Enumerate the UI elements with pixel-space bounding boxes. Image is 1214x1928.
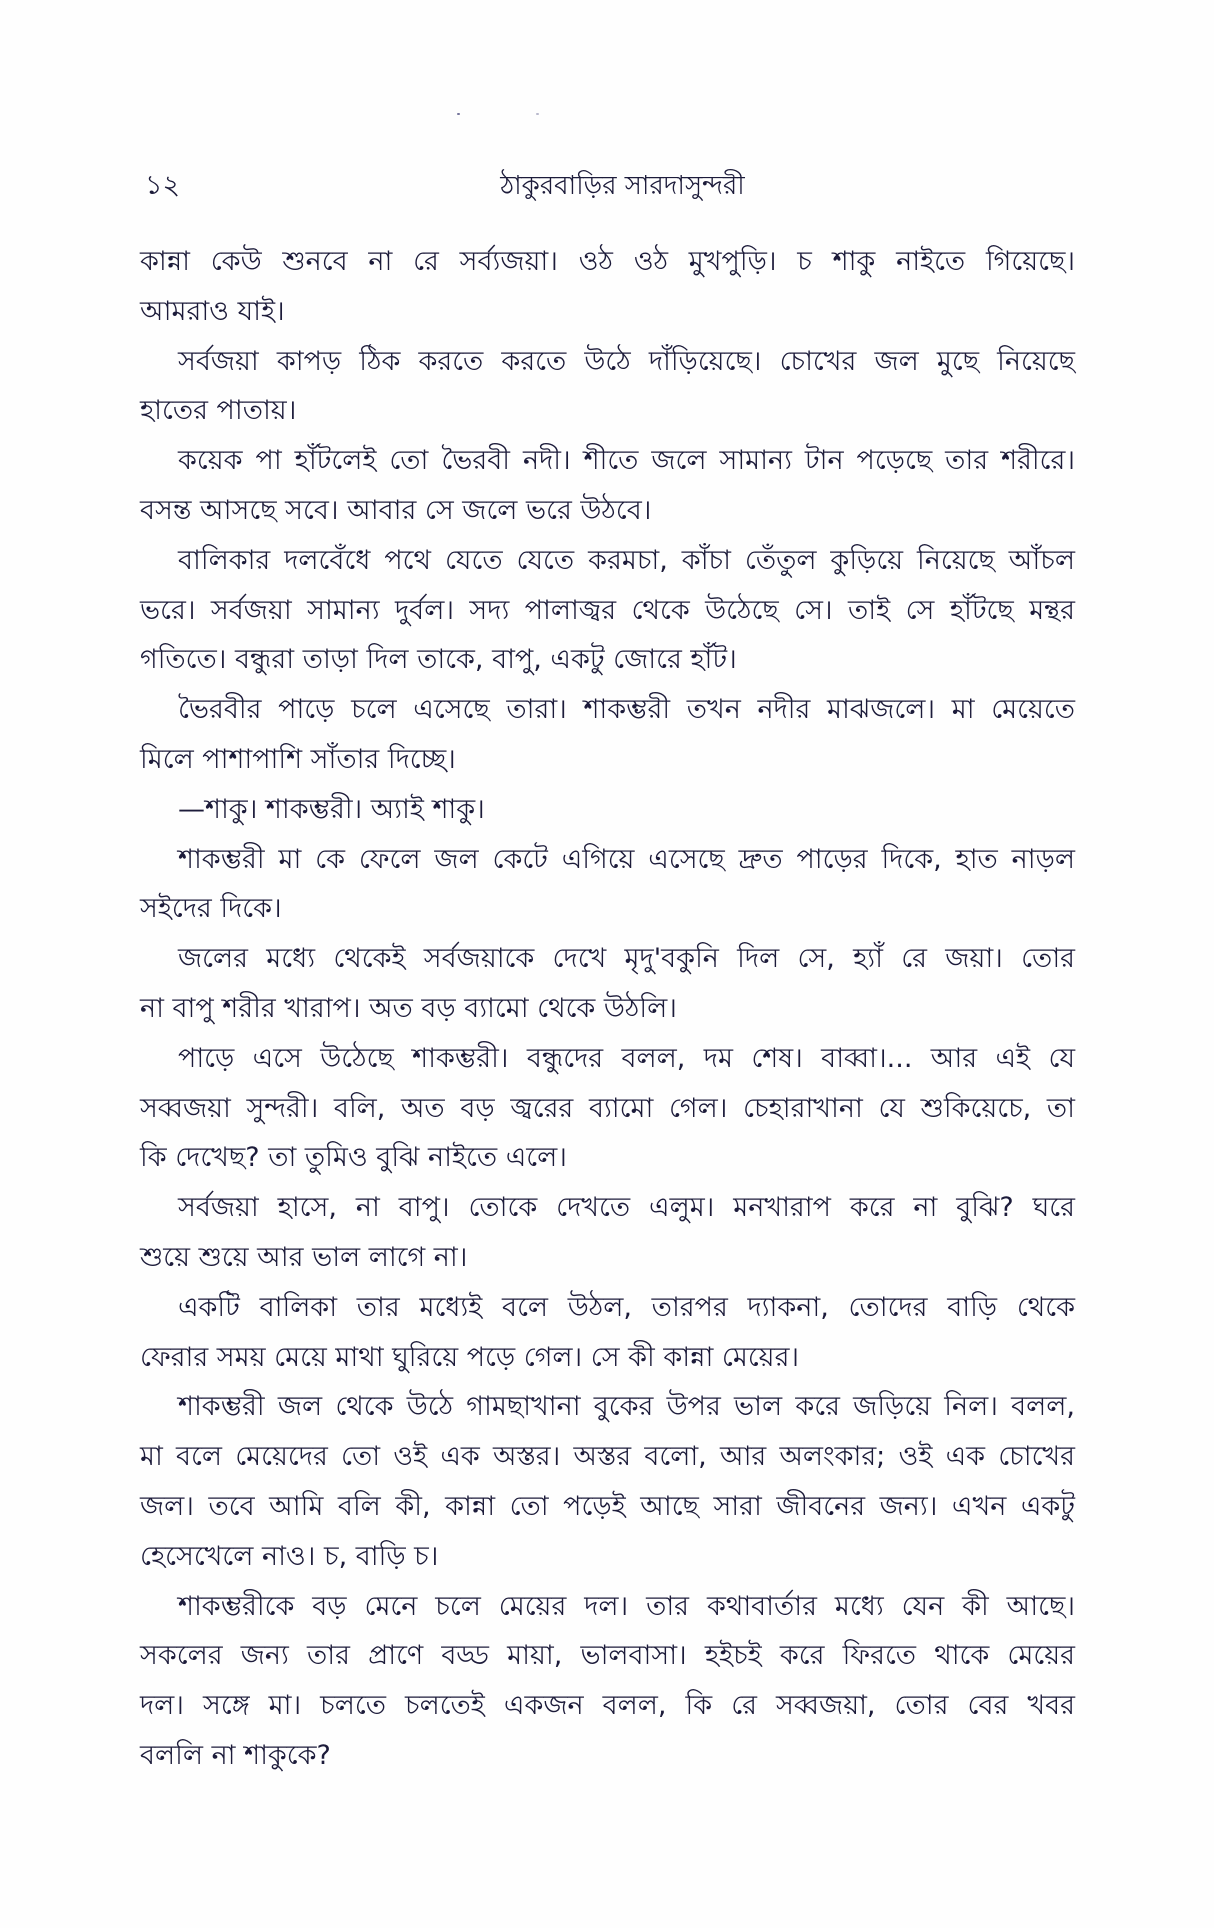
running-head [140, 166, 1075, 206]
text-line: সব্বজয়া সুন্দরী। বলি, অত বড় জ্বরের ব্যামো গেল। চেহারাখানা যে শুকিয়েচে, তা [140, 1092, 1075, 1124]
paragraph-first-line: শাকম্ভরী জল থেকে উঠে গামছাখানা বুকের উপর ভাল করে জড়িয়ে নিল। বলল, [178, 1391, 1075, 1423]
text-line: জল। তবে আমি বলি কী, কান্না তো পড়েই আছে সারা জীবনের জন্য। এখন একটু [140, 1490, 1075, 1522]
paragraph-first-line: ভৈরবীর পাড়ে চলে এসেছে তারা। শাকম্ভরী তখন নদীর মাঝজলে। মা মেয়েতে [178, 694, 1075, 726]
text-line: না বাপু শরীর খারাপ। অত বড় ব্যামো থেকে উঠলি। [140, 992, 677, 1024]
paragraph-first-line: একটি বালিকা তার মধ্যেই বলে উঠল, তারপর দ্যাকনা, তোদের বাড়ি থেকে [178, 1291, 1075, 1323]
text-line: দল। সঙ্গে মা। চলতে চলতেই একজন বলল, কি রে সব্বজয়া, তোর বের খবর [140, 1690, 1075, 1722]
scan-speck [536, 113, 539, 115]
text-line: কি দেখেছ? তা তুমিও বুঝি নাইতে এলে। [140, 1142, 567, 1174]
text-line: গতিতে। বন্ধুরা তাড়া দিল তাকে, বাপু, একটু জোরে হাঁট। [140, 644, 737, 676]
text-line: ফেরার সময় মেয়ে মাথা ঘুরিয়ে পড়ে গেল। সে কী কান্না মেয়ের। [140, 1341, 800, 1373]
paragraph-first-line: জলের মধ্যে থেকেই সর্বজয়াকে দেখে মৃদু'বকুনি দিল সে, হ্যাঁ রে জয়া। তোর [178, 943, 1075, 975]
text-line: কান্না কেউ শুনবে না রে সর্ব্যজয়া। ওঠ ওঠ মুখপুড়ি। চ শাকু নাইতে গিয়েছে। [140, 246, 1075, 277]
page-number: ১২ [145, 170, 181, 201]
text-line: মিলে পাশাপাশি সাঁতার দিচ্ছে। [140, 743, 456, 775]
body-text [140, 237, 1075, 1781]
paragraph-first-line: শাকম্ভরীকে বড় মেনে চলে মেয়ের দল। তার কথাবার্তার মধ্যে যেন কী আছে। [178, 1590, 1075, 1622]
paragraph-first-line: সর্বজয়া হাসে, না বাপু। তোকে দেখতে এলুম। মনখারাপ করে না বুঝি? ঘরে [178, 1192, 1075, 1224]
text-line: বসন্ত আসছে সবে। আবার সে জলে ভরে উঠবে। [140, 494, 652, 526]
paragraph-first-line: শাকম্ভরী মা কে ফেলে জল কেটে এগিয়ে এসেছে দ্রুত পাড়ের দিকে, হাত নাড়ল [178, 843, 1075, 875]
text-line: হেসেখেলে নাও। চ, বাড়ি চ। [140, 1540, 439, 1572]
scan-speck [457, 113, 460, 115]
book-title: ঠাকুরবাড়ির সারদাসুন্দরী [500, 171, 745, 201]
text-line: সইদের দিকে। [140, 893, 282, 925]
paragraph-first-line: পাড়ে এসে উঠেছে শাকম্ভরী। বন্ধুদের বলল, দম শেষ। বাব্বা।... আর এই যে [178, 1042, 1075, 1074]
text-line: শুয়ে শুয়ে আর ভাল লাগে না। [140, 1241, 468, 1273]
text-line: বললি না শাকুকে? [140, 1739, 331, 1771]
text-line: আমরাও যাই। [140, 295, 285, 327]
text-line: মা বলে মেয়েদের তো ওই এক অস্তর। অস্তর বলো, আর অলংকার; ওই এক চোখের [140, 1441, 1075, 1473]
paragraph-first-line: বালিকার দলবেঁধে পথে যেতে যেতে করমচা, কাঁচা তেঁতুল কুড়িয়ে নিয়েছে আঁচল [178, 544, 1075, 576]
paragraph-first-line: কয়েক পা হাঁটলেই তো ভৈরবী নদী। শীতে জলে সামান্য টান পড়েছে তার শরীরে। [178, 445, 1075, 477]
text-line: সকলের জন্য তার প্রাণে বড্ড মায়া, ভালবাসা। হইচই করে ফিরতে থাকে মেয়ের [140, 1640, 1075, 1672]
paragraph-first-line: —শাকু। শাকম্ভরী। অ্যাই শাকু। [178, 793, 485, 825]
text-line: হাতের পাতায়। [140, 395, 297, 427]
paragraph-first-line: সর্বজয়া কাপড় ঠিক করতে করতে উঠে দাঁড়িয়েছে। চোখের জল মুছে নিয়েছে [178, 345, 1075, 377]
text-line: ভরে। সর্বজয়া সামান্য দুর্বল। সদ্য পালাজ্বর থেকে উঠেছে সে। তাই সে হাঁটছে মন্থর [140, 594, 1075, 626]
